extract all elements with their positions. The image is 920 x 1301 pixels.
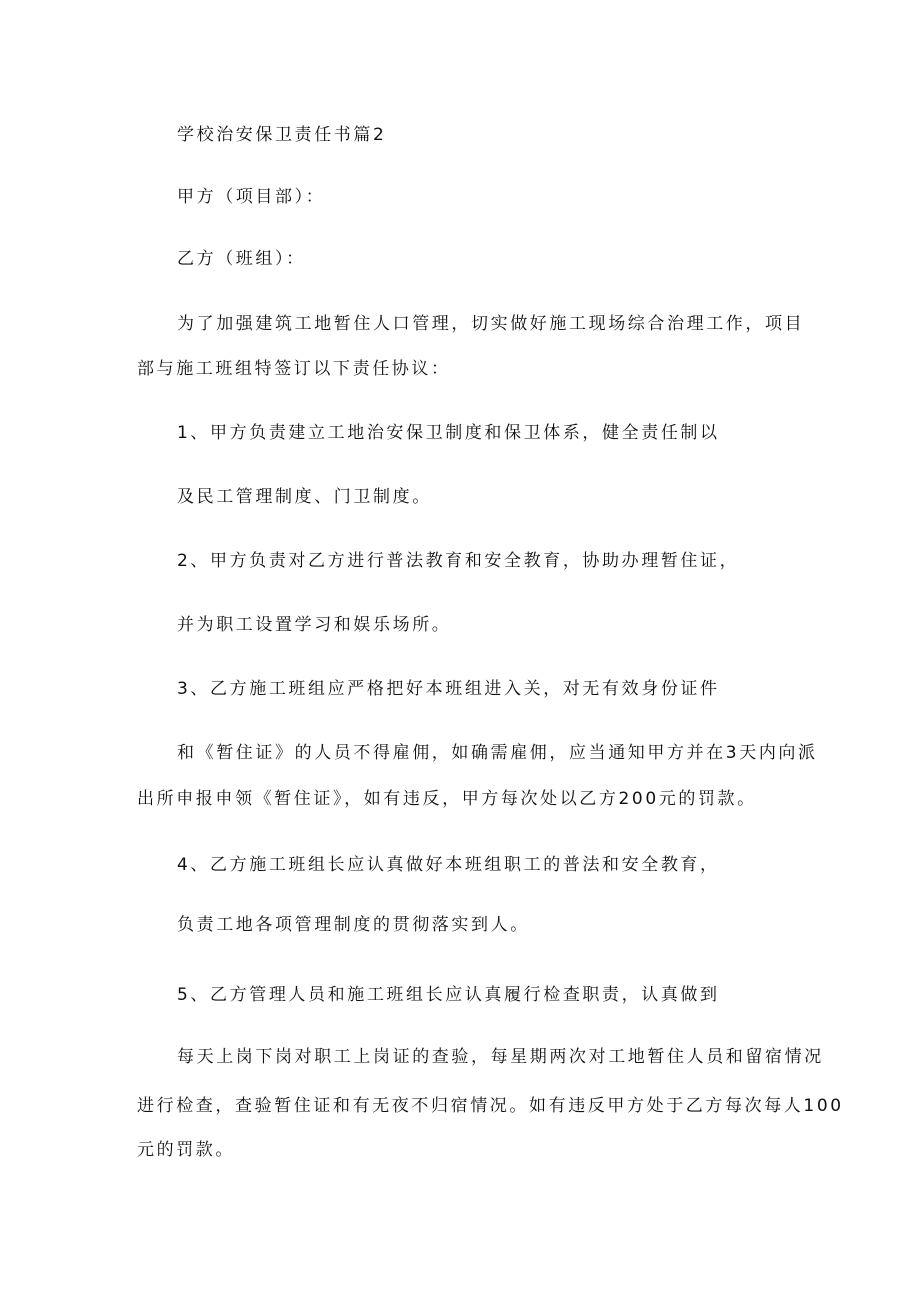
item-3-line-1: 3、乙方施工班组应严格把好本班组进入关，对无有效身份证件 (177, 679, 720, 699)
party-b-line: 乙方（班组）： (177, 249, 306, 269)
item-2-line-1: 2、甲方负责对乙方进行普法教育和安全教育，协助办理暂住证， (177, 551, 740, 571)
document-title: 学校治安保卫责任书篇2 (177, 125, 387, 145)
item-1-line-2: 及民工管理制度、门卫制度。 (177, 487, 432, 507)
item-5-line-1: 5、乙方管理人员和施工班组长应认真履行检查职责，认真做到 (177, 985, 720, 1005)
item-5-line-3: 进行检查，查验暂住证和有无夜不归宿情况。如有违反甲方处于乙方每次每人100 (137, 1096, 844, 1116)
item-4-line-2: 负责工地各项管理制度的贯彻落实到人。 (177, 915, 530, 935)
item-4-line-1: 4、乙方施工班组长应认真做好本班组职工的普法和安全教育， (177, 855, 720, 875)
item-1-line-1: 1、甲方负责建立工地治安保卫制度和保卫体系，健全责任制以 (177, 423, 720, 443)
item-3-line-3: 出所申报申领《暂住证》，如有违反，甲方每次处以乙方200元的罚款。 (137, 789, 757, 809)
intro-line-2: 部与施工班组特签订以下责任协议： (137, 359, 451, 379)
item-5-line-2: 每天上岗下岗对职工上岗证的查验，每星期两次对工地暂住人员和留宿情况 (177, 1047, 824, 1067)
party-a-line: 甲方（项目部）： (177, 187, 326, 207)
item-5-line-4: 元的罚款。 (137, 1140, 235, 1160)
item-2-line-2: 并为职工设置学习和娱乐场所。 (177, 615, 452, 635)
intro-line-1: 为了加强建筑工地暂住人口管理，切实做好施工现场综合治理工作，项目 (177, 314, 805, 334)
item-3-line-2: 和《暂住证》的人员不得雇佣，如确需雇佣，应当通知甲方并在3天内向派 (177, 743, 818, 763)
